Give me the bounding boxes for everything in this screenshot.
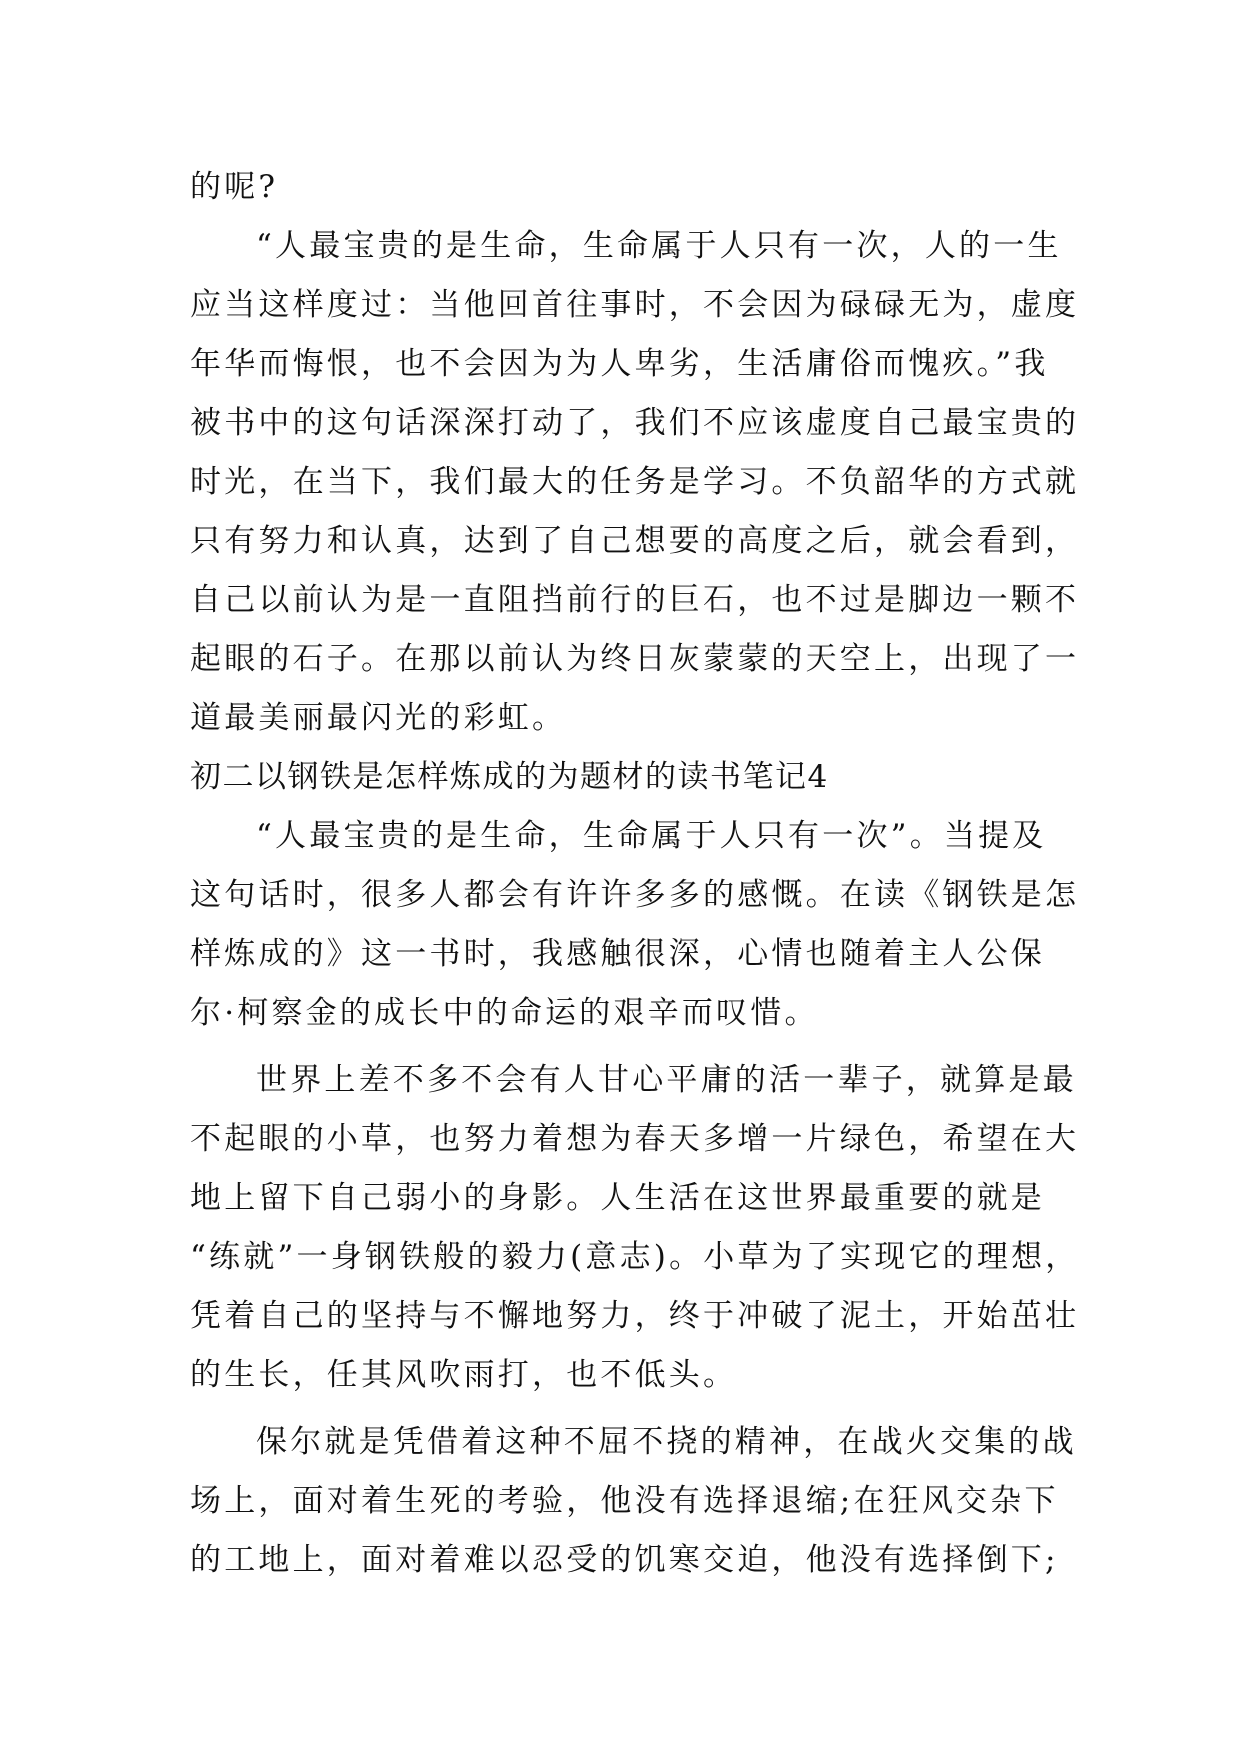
document-body <box>190 158 1080 1590</box>
text-line: 世界上差不多不会有人甘心平庸的活一辈子，就算是最 <box>256 1062 1077 1098</box>
text-line: 不起眼的小草，也努力着想为春天多增一片绿色，希望在大 <box>190 1121 1080 1157</box>
text-line: 的呢? <box>190 169 279 205</box>
text-line: 凭着自己的坚持与不懈地努力，终于冲破了泥土，开始茁壮 <box>190 1298 1080 1334</box>
text-line: 时光，在当下，我们最大的任务是学习。不负韶华的方式就 <box>190 464 1080 500</box>
text-line: 被书中的这句话深深打动了，我们不应该虚度自己最宝贵的 <box>190 405 1080 441</box>
text-line: 地上留下自己弱小的身影。人生活在这世界最重要的就是 <box>190 1180 1045 1216</box>
text-line: 场上，面对着生死的考验，他没有选择退缩;在狂风交杂下 <box>190 1483 1059 1519</box>
text-line: “人最宝贵的是生命，生命属于人只有一次，人的一生 <box>256 228 1062 264</box>
text-line: “人最宝贵的是生命，生命属于人只有一次”。当提及 <box>256 818 1047 854</box>
text-line: 起眼的石子。在那以前认为终日灰蒙蒙的天空上，出现了一 <box>190 641 1080 677</box>
text-line: 的工地上，面对着难以忍受的饥寒交迫，他没有选择倒下; <box>190 1542 1059 1578</box>
text-line: 样炼成的》这一书时，我感触很深，心情也随着主人公保 <box>190 936 1045 972</box>
text-line: 年华而悔恨，也不会因为为人卑劣，生活庸俗而愧疚。”我 <box>190 346 1049 382</box>
paragraph-gap <box>190 1043 1060 1051</box>
text-line: 这句话时，很多人都会有许许多多的感慨。在读《钢铁是怎 <box>190 877 1080 913</box>
text-line: 自己以前认为是一直阻挡前行的巨石，也不过是脚边一颗不 <box>190 582 1080 618</box>
text-line: 道最美丽最闪光的彩虹。 <box>190 700 567 736</box>
text-line: 应当这样度过：当他回首往事时，不会因为碌碌无为，虚度 <box>190 287 1080 323</box>
text-line: “练就”一身钢铁般的毅力(意志)。小草为了实现它的理想， <box>190 1239 1080 1275</box>
text-line: 尔·柯察金的成长中的命运的艰辛而叹惜。 <box>190 995 819 1031</box>
section-heading: 初二以钢铁是怎样炼成的为题材的读书笔记4 <box>190 759 829 795</box>
text-line: 的生长，任其风吹雨打，也不低头。 <box>190 1357 738 1393</box>
text-line: 保尔就是凭借着这种不屈不挠的精神，在战火交集的战 <box>256 1424 1077 1460</box>
text-line: 只有努力和认真，达到了自己想要的高度之后，就会看到， <box>190 523 1080 559</box>
paragraph-gap <box>190 1405 1060 1413</box>
